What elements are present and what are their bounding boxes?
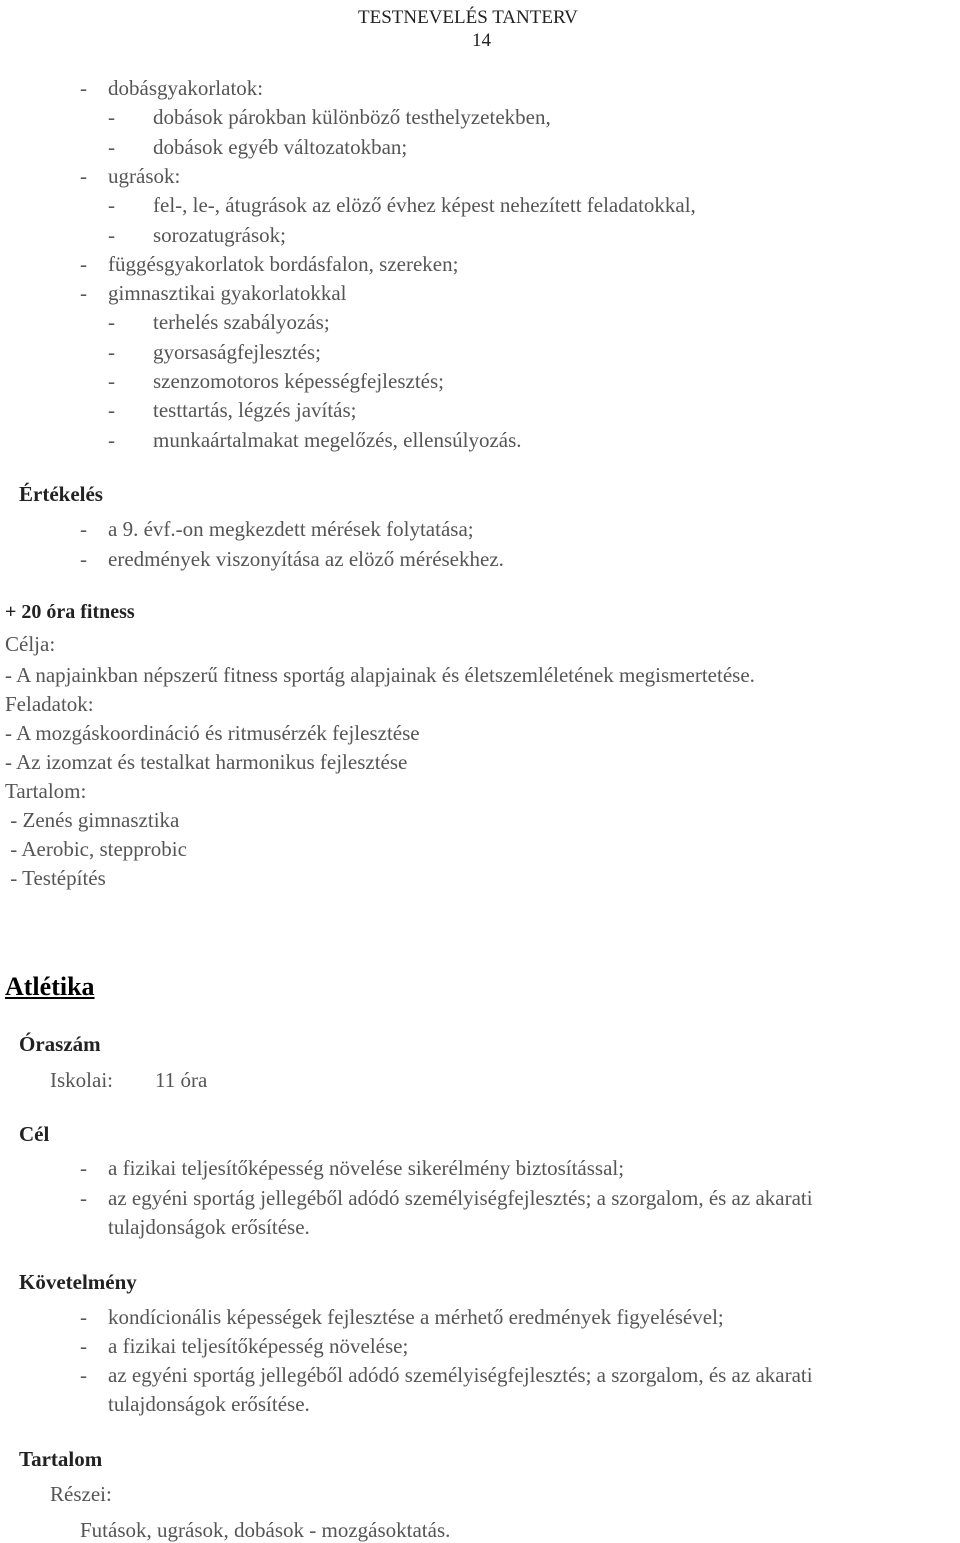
list-dash: - xyxy=(80,547,87,571)
list-item: dobásgyakorlatok: xyxy=(108,76,264,100)
list-dash: - xyxy=(80,1156,87,1180)
celja-label: Célja: xyxy=(5,632,56,656)
list-dash: - xyxy=(108,223,115,247)
list-dash: - xyxy=(80,1363,87,1387)
ertekeles-heading: Értékelés xyxy=(19,482,103,506)
list-dash: - xyxy=(80,252,87,276)
feladatok-item: - Az izomzat és testalkat harmonikus fejlesztése xyxy=(5,750,408,774)
tartalom-item: - Testépítés xyxy=(5,866,106,890)
tartalom-item: - Zenés gimnasztika xyxy=(5,808,180,832)
list-item: eredmények viszonyítása az elöző mérésekhez. xyxy=(108,547,504,571)
list-dash: - xyxy=(108,340,115,364)
list-item: gimnasztikai gyakorlatokkal xyxy=(108,281,347,305)
reszei-label: Részei: xyxy=(50,1482,112,1506)
list-dash: - xyxy=(80,1186,87,1210)
list-item: az egyéni sportág jellegéből adódó személyiségfejlesztés; a szorgalom, és az akarati xyxy=(108,1363,813,1387)
list-dash: - xyxy=(80,164,87,188)
sub-list-item: testtartás, légzés javítás; xyxy=(153,398,357,422)
list-dash: - xyxy=(108,428,115,452)
cel-heading: Cél xyxy=(19,1122,50,1146)
list-item-continuation: tulajdonságok erősítése. xyxy=(108,1392,310,1416)
iskolai-label: Iskolai: xyxy=(50,1068,113,1092)
sub-list-item: fel-, le-, átugrások az elöző évhez képest nehezített feladatokkal, xyxy=(153,193,696,217)
tartalom-label: Tartalom: xyxy=(5,779,87,803)
list-item: függésgyakorlatok bordásfalon, szereken; xyxy=(108,252,459,276)
sub-list-item: munkaártalmakat megelőzés, ellensúlyozás. xyxy=(153,428,522,452)
sub-list-item: szenzomotoros képességfejlesztés; xyxy=(153,369,444,393)
sub-list-item: sorozatugrások; xyxy=(153,223,286,247)
list-item: kondícionális képességek fejlesztése a mérhető eredmények figyelésével; xyxy=(108,1305,724,1329)
list-dash: - xyxy=(108,398,115,422)
page-number: 14 xyxy=(472,30,491,51)
sub-list-item: dobások párokban különböző testhelyzetekben, xyxy=(153,105,551,129)
section-title: Atlétika xyxy=(5,972,95,1001)
list-dash: - xyxy=(108,105,115,129)
running-header-title: TESTNEVELÉS TANTERV xyxy=(358,7,578,28)
list-dash: - xyxy=(108,135,115,159)
list-dash: - xyxy=(108,193,115,217)
list-dash: - xyxy=(80,1334,87,1358)
reszei-text: Futások, ugrások, dobások - mozgásoktatás. xyxy=(80,1518,451,1542)
list-dash: - xyxy=(80,76,87,100)
feladatok-item: - A mozgáskoordináció és ritmusérzék fejlesztése xyxy=(5,721,420,745)
fitness-heading: + 20 óra fitness xyxy=(5,601,135,623)
tartalom-heading: Tartalom xyxy=(19,1447,103,1471)
sub-list-item: terhelés szabályozás; xyxy=(153,310,330,334)
iskolai-value: 11 óra xyxy=(155,1068,208,1092)
sub-list-item: gyorsaságfejlesztés; xyxy=(153,340,321,364)
list-item: a fizikai teljesítőképesség növelése sikerélmény biztosítással; xyxy=(108,1156,625,1180)
list-dash: - xyxy=(80,517,87,541)
list-item-continuation: tulajdonságok erősítése. xyxy=(108,1215,310,1239)
list-item: az egyéni sportág jellegéből adódó személyiségfejlesztés; a szorgalom, és az akarati xyxy=(108,1186,813,1210)
list-dash: - xyxy=(108,369,115,393)
list-dash: - xyxy=(80,1305,87,1329)
kovetelmeny-heading: Követelmény xyxy=(19,1270,137,1294)
celja-text: - A napjainkban népszerű fitness sportág alapjainak és életszemléletének megismertetése. xyxy=(5,663,755,687)
list-item: a 9. évf.-on megkezdett mérések folytatása; xyxy=(108,517,474,541)
list-item: ugrások: xyxy=(108,164,181,188)
oraszam-heading: Óraszám xyxy=(19,1032,101,1056)
list-item: a fizikai teljesítőképesség növelése; xyxy=(108,1334,409,1358)
list-dash: - xyxy=(80,281,87,305)
tartalom-item: - Aerobic, stepprobic xyxy=(5,837,187,861)
feladatok-label: Feladatok: xyxy=(5,692,94,716)
list-dash: - xyxy=(108,310,115,334)
sub-list-item: dobások egyéb változatokban; xyxy=(153,135,408,159)
